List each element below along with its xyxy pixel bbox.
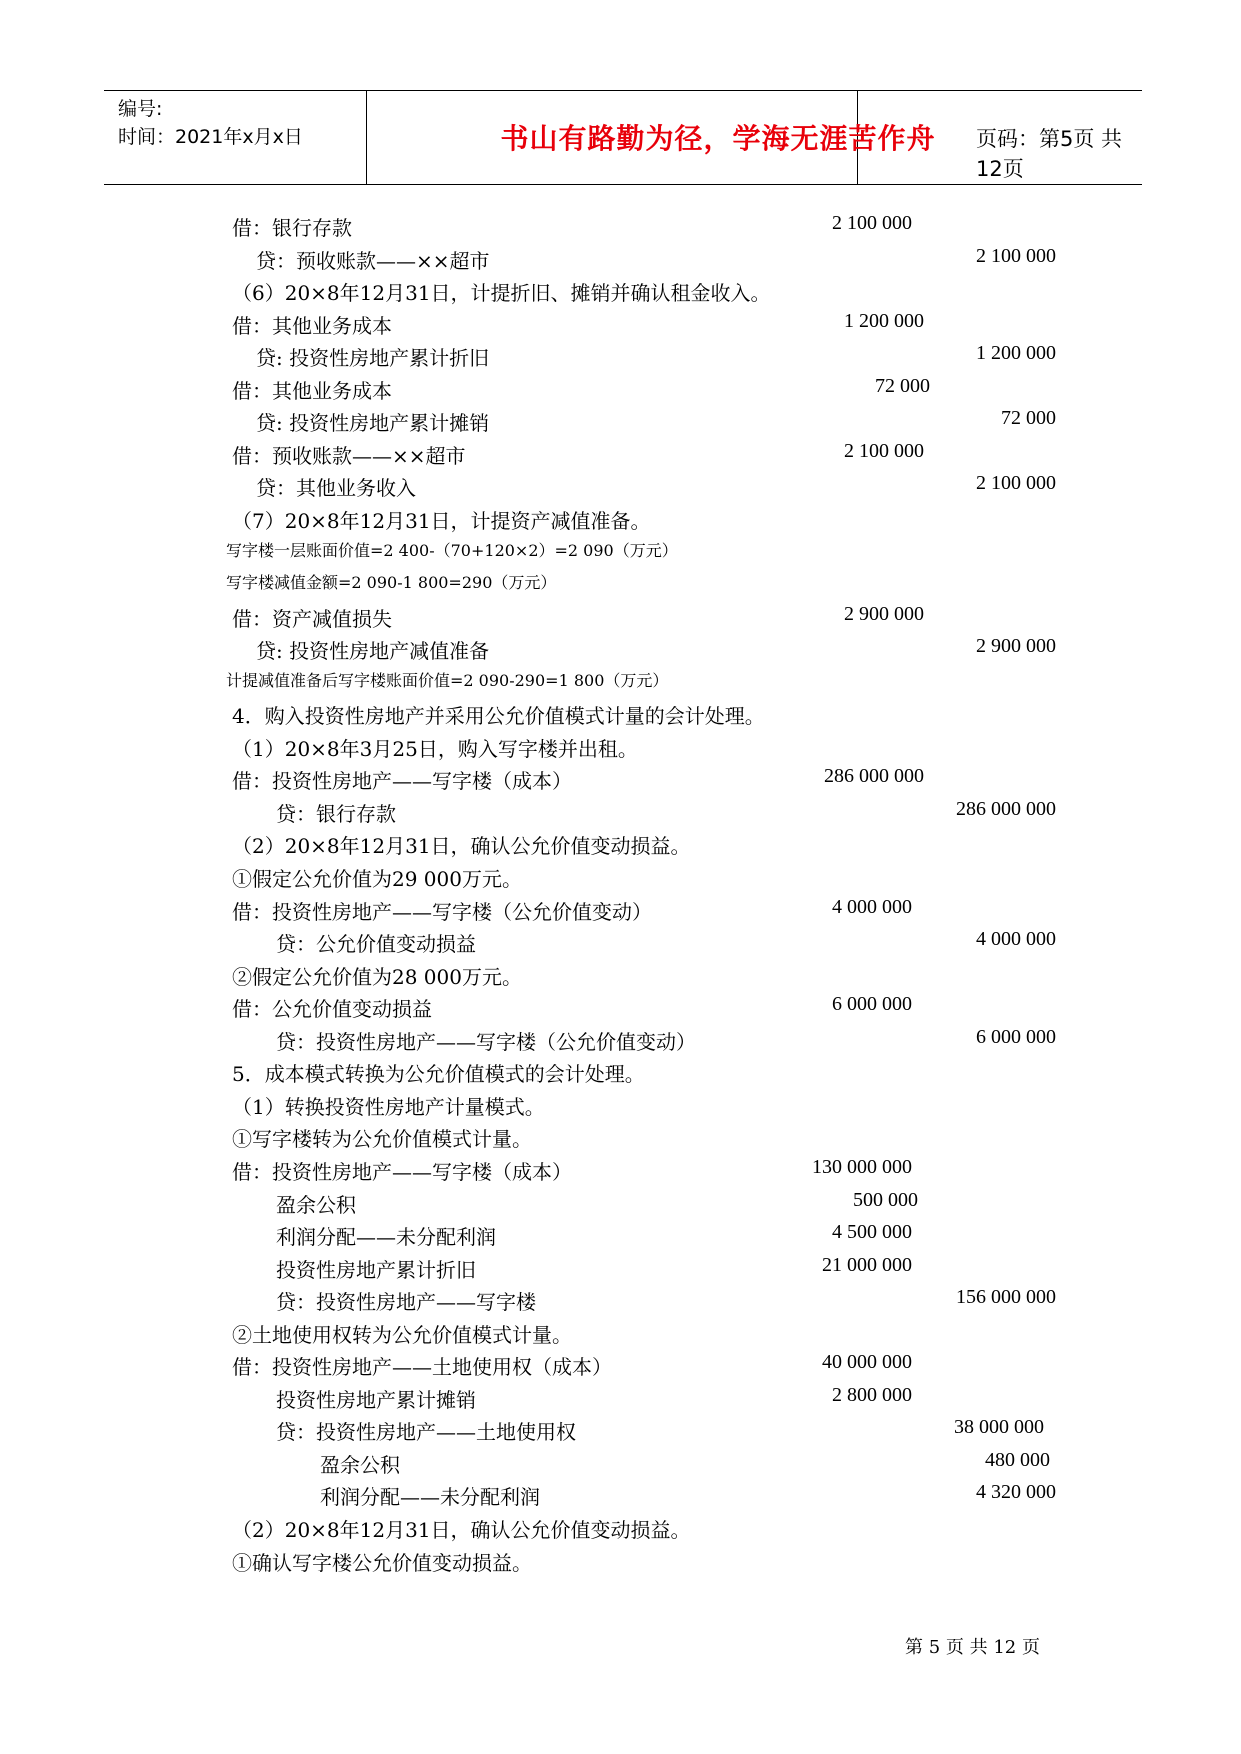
debit-amount: 2 100 000 xyxy=(844,439,924,462)
entry-line xyxy=(0,570,1241,600)
credit-amount: 4 320 000 xyxy=(976,1481,1056,1504)
entry-text: 贷：投资性房地产——写字楼 xyxy=(276,1290,536,1315)
entry-text: 借：投资性房地产——写字楼（成本） xyxy=(232,769,572,794)
entry-line xyxy=(0,440,1241,470)
credit-amount: 286 000 000 xyxy=(956,797,1056,820)
entry-line xyxy=(0,1547,1241,1577)
entry-text: 贷: 投资性房地产累计摊销 xyxy=(256,411,490,436)
entry-text: 贷：投资性房地产——写字楼（公允价值变动） xyxy=(276,1029,696,1054)
entry-line xyxy=(0,1156,1241,1186)
page-header xyxy=(104,90,1142,185)
entry-line xyxy=(0,1416,1241,1446)
entry-line xyxy=(0,212,1241,242)
entry-text: ②假定公允价值为28 000万元。 xyxy=(232,964,522,989)
entry-line xyxy=(0,830,1241,860)
credit-amount: 2 100 000 xyxy=(976,244,1056,267)
debit-amount: 500 000 xyxy=(853,1188,918,1211)
entry-text: 贷：预收账款——××超市 xyxy=(256,248,490,273)
credit-amount: 6 000 000 xyxy=(976,1025,1056,1048)
entry-line xyxy=(0,1189,1241,1219)
entry-text: （2）20×8年12月31日，确认公允价值变动损益。 xyxy=(232,1518,691,1542)
entry-text: 盈余公积 xyxy=(276,1192,356,1217)
entry-line xyxy=(0,798,1241,828)
entry-text: ①确认写字楼公允价值变动损益。 xyxy=(232,1550,532,1575)
debit-amount: 1 200 000 xyxy=(844,309,924,332)
entry-line xyxy=(0,245,1241,275)
entry-line xyxy=(0,1026,1241,1056)
entry-line xyxy=(0,993,1241,1023)
entry-text: 贷：公允价值变动损益 xyxy=(276,932,476,957)
entry-line xyxy=(0,1058,1241,1088)
debit-amount: 4 500 000 xyxy=(832,1221,912,1244)
entry-text: （2）20×8年12月31日，确认公允价值变动损益。 xyxy=(232,834,691,859)
entry-line xyxy=(0,407,1241,437)
entry-text: 5．成本模式转换为公允价值模式的会计处理。 xyxy=(232,1062,645,1087)
credit-amount: 72 000 xyxy=(1001,407,1056,430)
entry-line xyxy=(0,1449,1241,1479)
page-footer: 第 5 页 共 12 页 xyxy=(905,1637,1040,1658)
entry-line xyxy=(0,961,1241,991)
header-page-label: 页码：第5页 共12页 xyxy=(976,127,1123,181)
entry-text: 写字楼减值金额=2 090-1 800=290（万元） xyxy=(226,573,557,593)
credit-amount: 38 000 000 xyxy=(954,1416,1044,1439)
debit-amount: 2 800 000 xyxy=(832,1383,912,1406)
entry-text: ②土地使用权转为公允价值模式计量。 xyxy=(232,1322,572,1347)
debit-amount: 72 000 xyxy=(875,374,930,397)
entry-line xyxy=(0,1123,1241,1153)
entry-text: ①写字楼转为公允价值模式计量。 xyxy=(232,1127,532,1152)
debit-amount: 286 000 000 xyxy=(824,765,924,788)
entry-text: 计提减值准备后写字楼账面价值=2 090-290=1 800（万元） xyxy=(226,670,669,690)
entry-line xyxy=(0,635,1241,665)
entry-line xyxy=(0,863,1241,893)
entry-line xyxy=(0,700,1241,730)
entry-line xyxy=(0,1254,1241,1284)
entry-text: 盈余公积 xyxy=(320,1452,400,1477)
entry-text: 利润分配——未分配利润 xyxy=(276,1225,496,1250)
entry-text: 借：银行存款 xyxy=(232,216,352,240)
entry-line xyxy=(0,1286,1241,1316)
entry-line xyxy=(0,1221,1241,1251)
credit-amount: 1 200 000 xyxy=(976,342,1056,365)
entry-text: 借：投资性房地产——写字楼（公允价值变动） xyxy=(232,899,652,924)
entry-text: （1）转换投资性房地产计量模式。 xyxy=(232,1094,545,1119)
entry-text: 借：其他业务成本 xyxy=(232,313,392,338)
entry-line xyxy=(0,472,1241,502)
entry-line xyxy=(0,928,1241,958)
entry-line xyxy=(0,1481,1241,1511)
debit-amount: 2 900 000 xyxy=(844,602,924,625)
entry-text: 借：投资性房地产——写字楼（成本） xyxy=(232,1159,572,1184)
debit-amount: 6 000 000 xyxy=(832,993,912,1016)
entry-text: 投资性房地产累计折旧 xyxy=(276,1257,476,1282)
entry-text: 利润分配——未分配利润 xyxy=(320,1485,540,1510)
entry-text: （1）20×8年3月25日，购入写字楼并出租。 xyxy=(232,736,638,761)
entry-line xyxy=(0,896,1241,926)
entry-text: （7）20×8年12月31日，计提资产减值准备。 xyxy=(232,508,651,533)
entry-line xyxy=(0,538,1241,568)
entry-text: 借：资产减值损失 xyxy=(232,606,392,631)
credit-amount: 2 100 000 xyxy=(976,472,1056,495)
credit-amount: 4 000 000 xyxy=(976,928,1056,951)
entry-line xyxy=(0,1091,1241,1121)
credit-amount: 2 900 000 xyxy=(976,635,1056,658)
entry-text: 借：其他业务成本 xyxy=(232,378,392,403)
entry-line xyxy=(0,505,1241,535)
entry-text: 借：公允价值变动损益 xyxy=(232,997,432,1022)
debit-amount: 2 100 000 xyxy=(832,212,912,234)
entry-line xyxy=(0,765,1241,795)
entry-text: 借：投资性房地产——土地使用权（成本） xyxy=(232,1355,612,1380)
time-label: 时间：2021年x月x日 xyxy=(118,126,303,148)
entry-line xyxy=(0,1319,1241,1349)
entry-line xyxy=(0,1351,1241,1381)
entry-line xyxy=(0,375,1241,405)
header-divider xyxy=(366,91,367,184)
entry-text: 借：预收账款——××超市 xyxy=(232,443,466,468)
entry-line xyxy=(0,603,1241,633)
entry-line xyxy=(0,668,1241,698)
entry-text: 贷: 投资性房地产累计折旧 xyxy=(256,346,490,371)
entry-line xyxy=(0,1384,1241,1414)
entry-line xyxy=(0,733,1241,763)
debit-amount: 40 000 000 xyxy=(822,1351,912,1374)
debit-amount: 130 000 000 xyxy=(812,1155,912,1178)
entry-text: ①假定公允价值为29 000万元。 xyxy=(232,867,522,891)
credit-amount: 480 000 xyxy=(985,1448,1050,1471)
entry-text: （6）20×8年12月31日，计提折旧、摊销并确认租金收入。 xyxy=(232,281,771,306)
entry-line xyxy=(0,310,1241,340)
entry-line xyxy=(0,1514,1241,1544)
entry-text: 贷：银行存款 xyxy=(276,801,396,826)
credit-amount: 156 000 000 xyxy=(956,1286,1056,1309)
debit-amount: 4 000 000 xyxy=(832,895,912,918)
entry-line xyxy=(0,277,1241,307)
entry-text: 写字楼一层账面价值=2 400-（70+120×2）=2 090（万元） xyxy=(226,540,678,560)
entry-text: 贷: 投资性房地产减值准备 xyxy=(256,639,490,664)
debit-amount: 21 000 000 xyxy=(822,1253,912,1276)
serial-label: 编号: xyxy=(118,98,163,120)
entry-text: 贷：其他业务收入 xyxy=(256,476,416,501)
entry-line xyxy=(0,342,1241,372)
entry-text: 投资性房地产累计摊销 xyxy=(276,1387,476,1412)
entry-text: 贷：投资性房地产——土地使用权 xyxy=(276,1420,576,1445)
header-motto: 书山有路勤为径，学海无涯苦作舟 xyxy=(500,122,936,155)
header-left xyxy=(118,95,303,151)
entry-text: 4．购入投资性房地产并采用公允价值模式计量的会计处理。 xyxy=(232,704,765,729)
